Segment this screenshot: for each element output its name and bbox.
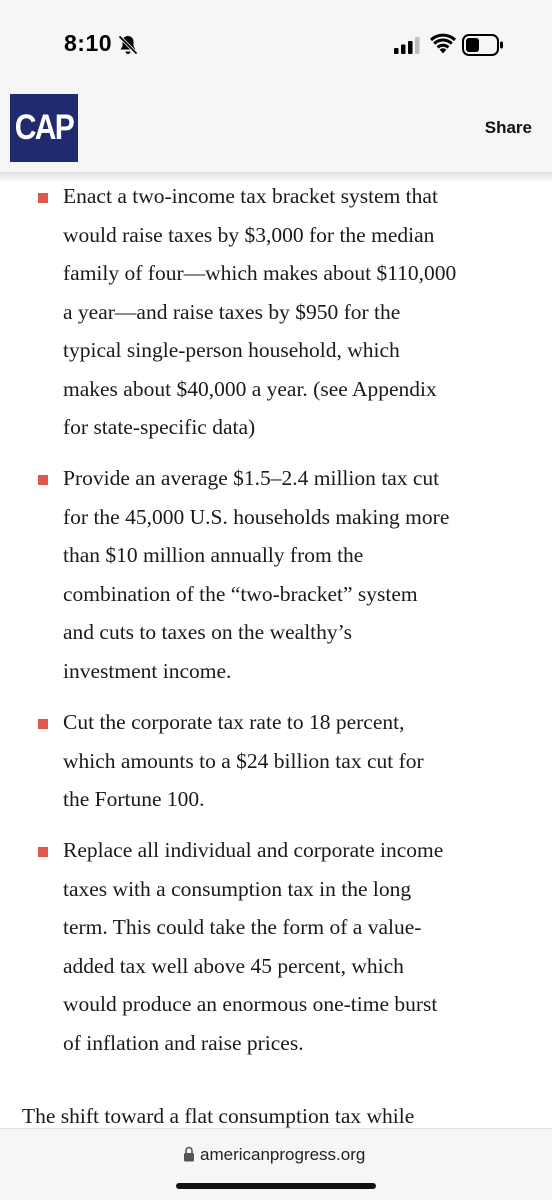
share-button[interactable]: Share — [484, 118, 532, 137]
bullet-line: the Fortune 100. — [63, 787, 205, 811]
bullet-line: added tax well above 45 percent, which — [63, 953, 404, 978]
bullet-line: for state-specific data) — [63, 415, 256, 439]
bullet-line: investment income. — [63, 658, 232, 683]
url-text[interactable]: americanprogress.org — [200, 1145, 366, 1164]
bullet-line: taxes with a consumption tax in the long — [63, 876, 412, 901]
bullet-line: and cuts to taxes on the wealthy’s — [63, 620, 352, 644]
bullet-line: Cut the corporate tax rate to 18 percent, — [63, 710, 405, 734]
signal-icon — [394, 36, 422, 54]
bullet-marker — [38, 193, 48, 203]
bullet-line: Enact a two-income tax bracket system that — [63, 184, 438, 208]
bullet-line: Replace all individual and corporate income — [63, 838, 444, 862]
bullet-line: family of four—which makes about $110,000 — [63, 261, 457, 285]
bullet-line: than $10 million annually from the — [63, 543, 364, 567]
bullet-marker — [38, 475, 48, 485]
cap-logo[interactable] — [10, 94, 78, 162]
bullet-line: which amounts to a $24 billion tax cut for — [63, 748, 424, 773]
bullet-line: makes about $40,000 a year. (see Appendix — [63, 376, 437, 401]
bullet-text — [63, 177, 523, 447]
article-paragraph: The shift toward a flat consumption tax while — [22, 1104, 415, 1128]
bullet-line: would produce an enormous one-time burst — [63, 992, 438, 1016]
battery-icon — [462, 33, 504, 57]
bullet-line: term. This could take the form of a value- — [63, 915, 422, 939]
browser-url-bar[interactable] — [0, 1128, 552, 1200]
bullet-text — [63, 459, 523, 690]
bullet-line: a year—and raise taxes by $950 for the — [63, 299, 401, 324]
bullet-line: for the 45,000 U.S. households making more — [63, 504, 450, 529]
bullet-marker — [38, 719, 48, 729]
bullet-line: of inflation and raise prices. — [63, 1030, 304, 1055]
status-time: 8:10 — [64, 30, 113, 56]
home-indicator[interactable] — [176, 1183, 376, 1189]
bullet-line: would raise taxes by $3,000 for the median — [63, 222, 435, 247]
site-header — [0, 80, 552, 172]
wifi-icon — [430, 33, 456, 55]
bullet-text — [63, 831, 523, 1062]
bullet-line: typical single-person household, which — [63, 338, 400, 362]
bullet-line: combination of the “two-bracket” system — [63, 581, 418, 606]
lock-icon — [183, 1146, 195, 1162]
bell-slash-icon — [116, 33, 140, 57]
cap-logo-text: CAP — [14, 108, 74, 147]
bullet-line: Provide an average $1.5–2.4 million tax cut — [63, 466, 440, 490]
bullet-text — [63, 703, 523, 819]
bullet-marker — [38, 847, 48, 857]
status-bar — [0, 0, 552, 80]
